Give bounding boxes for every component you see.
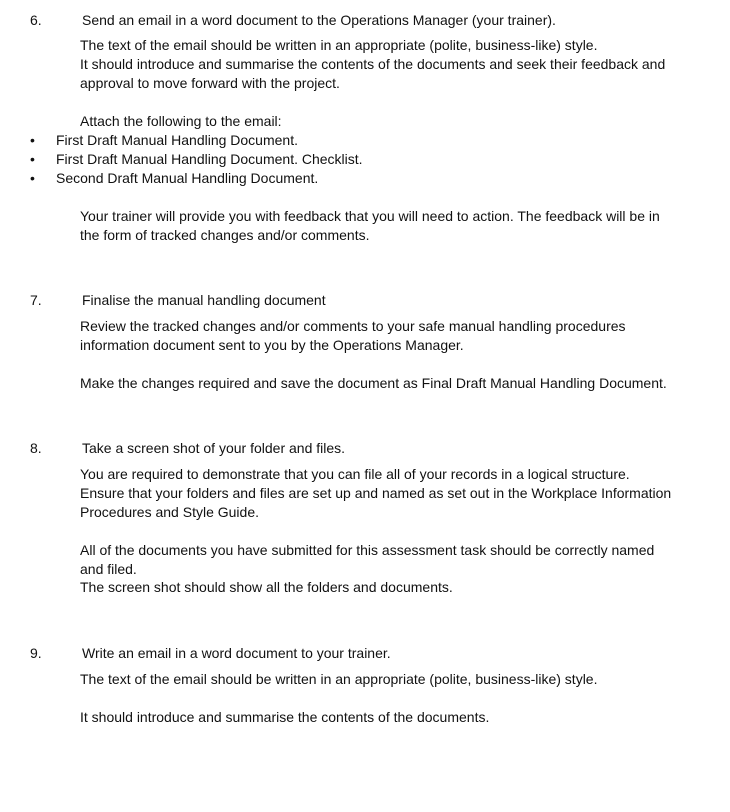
paragraph-line: It should introduce and summarise the contents of the documents. (80, 709, 490, 725)
bullet-icon: • (30, 132, 35, 148)
paragraph-line: You are required to demonstrate that you can file all of your records in a logical structure. (80, 466, 630, 482)
step-number: 6. (30, 12, 42, 28)
step-title: Take a screen shot of your folder and files. (82, 440, 346, 456)
step-title: Finalise the manual handling document (82, 292, 326, 308)
paragraph-line: It should introduce and summarise the contents of the documents and seek their feedback and (80, 56, 666, 72)
step-title: Send an email in a word document to the Operations Manager (your trainer). (82, 12, 556, 28)
step-title: Write an email in a word document to your trainer. (82, 645, 391, 661)
paragraph-line: Ensure that your folders and files are set up and named as set out in the Workplace Information (80, 485, 672, 501)
paragraph-line: the form of tracked changes and/or comments. (80, 227, 370, 243)
bullet-item: First Draft Manual Handling Document. (56, 132, 298, 148)
bullet-icon: • (30, 151, 35, 167)
bullet-icon: • (30, 170, 35, 186)
paragraph-line: Make the changes required and save the document as Final Draft Manual Handling Document. (80, 375, 667, 391)
bullet-item: First Draft Manual Handling Document. Checklist. (56, 151, 363, 167)
paragraph-line: Review the tracked changes and/or comments to your safe manual handling procedures (80, 318, 626, 334)
paragraph-line: information document sent to you by the Operations Manager. (80, 337, 464, 353)
paragraph-line: approval to move forward with the project. (80, 75, 340, 91)
paragraph-line: The text of the email should be written in an appropriate (polite, business-like) style. (80, 37, 598, 53)
bullet-item: Second Draft Manual Handling Document. (56, 170, 319, 186)
step-number: 8. (30, 440, 42, 456)
paragraph-line: The text of the email should be written in an appropriate (polite, business-like) style. (80, 671, 598, 687)
paragraph-line: and filed. (80, 561, 137, 577)
paragraph-line: The screen shot should show all the folders and documents. (80, 579, 453, 595)
paragraph-line: Procedures and Style Guide. (80, 504, 259, 520)
paragraph-line: Your trainer will provide you with feedback that you will need to action. The feedback will be in (80, 208, 660, 224)
paragraph-line: All of the documents you have submitted for this assessment task should be correctly named (80, 542, 655, 558)
step-number: 7. (30, 292, 42, 308)
step-number: 9. (30, 645, 42, 661)
attach-intro: Attach the following to the email: (80, 113, 282, 129)
